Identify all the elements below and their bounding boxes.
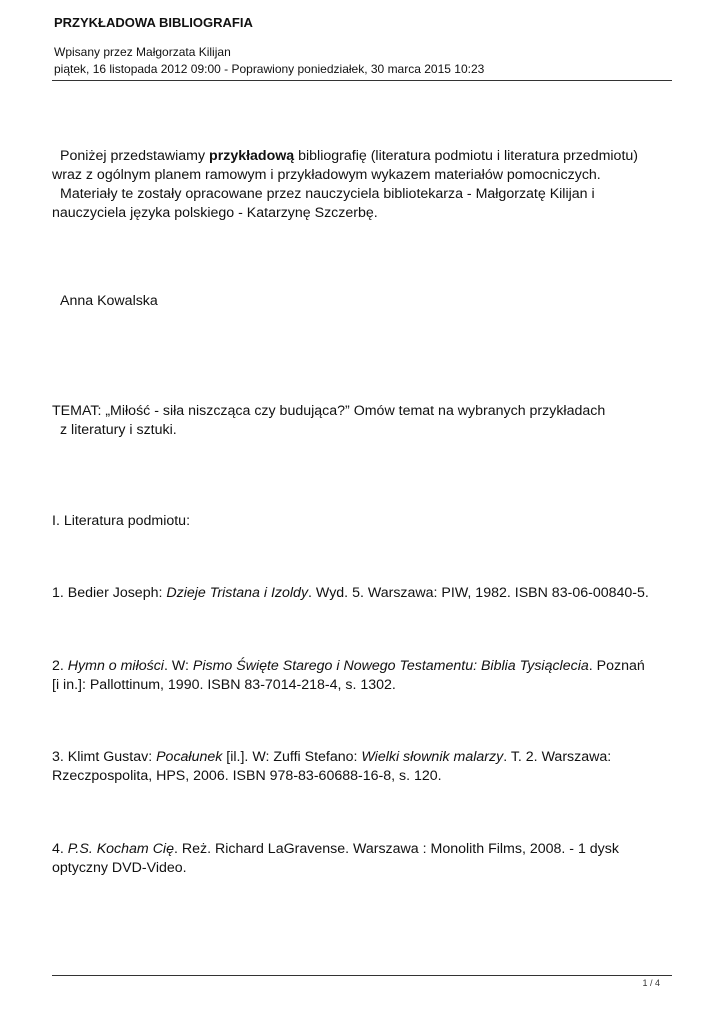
intro-paragraph [52, 147, 638, 223]
topic-block [52, 402, 605, 440]
author-line: Wpisany przez Małgorzata Kilijan [54, 45, 231, 59]
entry-title: Dzieje Tristana i Izoldy [166, 585, 309, 601]
bibliography-entry-2: 2. Hymn o miłości. W: Pismo Święte Starego i Nowego Testamentu: Biblia Tysiąclecia. Poznań [i in.]: Pallottinum, 1990. ISBN 83-7014-218-4, s. 1302. [52, 658, 645, 693]
header-divider [52, 80, 672, 81]
entry-source: Wielki słownik malarzy [361, 749, 504, 765]
bibliography-entry-4: 4. P.S. Kocham Cię. Reż. Richard LaGravense. Warszawa : Monolith Films, 2008. - 1 dysk optyczny DVD-Video. [52, 841, 619, 876]
bibliography-entry-3: 3. Klimt Gustav: Pocałunek [il.]. W: Zuffi Stefano: Wielki słownik malarzy. T. 2. Warszawa: Rzeczpospolita, HPS, 2006. ISBN 978-83-60688-16-8, s. 120. [52, 749, 612, 784]
intro-line-2: wraz z ogólnym planem ramowym i przykładowym wykazem materiałów pomocniczych. [52, 167, 601, 183]
entry-title: Hymn o miłości [67, 658, 164, 674]
page-number: 1 / 4 [642, 978, 660, 988]
topic-line-2: z literatury i sztuki. [60, 422, 177, 438]
intro-line-1: Poniżej przedstawiamy przykładową bibliografię (literatura podmiotu i literatura przedmiotu) [60, 148, 638, 164]
footer-divider [52, 975, 672, 976]
intro-line-3: Materiały te zostały opracowane przez nauczyciela bibliotekarza - Małgorzatę Kilijan i [60, 186, 595, 202]
student-name: Anna Kowalska [60, 293, 158, 309]
intro-line-4: nauczyciela języka polskiego - Katarzynę Szczerbę. [52, 205, 378, 221]
intro-bold-word: przykładową [209, 148, 295, 164]
entry-source: Pismo Święte Starego i Nowego Testamentu: Biblia Tysiąclecia [192, 658, 589, 674]
entry-title: P.S. Kocham Cię [67, 841, 174, 857]
section-heading: I. Literatura podmiotu: [52, 513, 191, 529]
entry-title: Pocałunek [156, 749, 223, 765]
bibliography-entry-1: 1. Bedier Joseph: Dzieje Tristana i Izoldy. Wyd. 5. Warszawa: PIW, 1982. ISBN 83-06-00840-5. [52, 585, 649, 601]
document-title: PRZYKŁADOWA BIBLIOGRAFIA [54, 15, 253, 30]
date-line: piątek, 16 listopada 2012 09:00 - Poprawiony poniedziałek, 30 marca 2015 10:23 [54, 62, 485, 76]
topic-line-1: TEMAT: „Miłość - siła niszcząca czy budująca?” Omów temat na wybranych przykładach [52, 403, 606, 419]
